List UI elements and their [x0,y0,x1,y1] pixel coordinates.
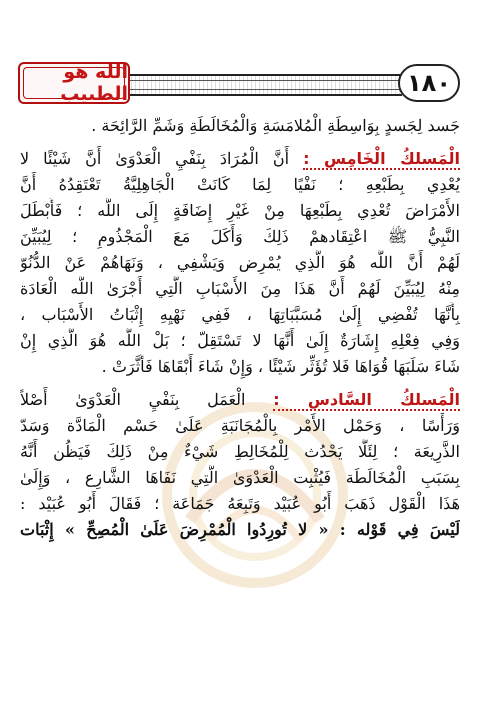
text-line [20,491,460,517]
text-line [20,517,460,543]
page-number-frame [398,64,460,102]
book-title-frame [18,62,130,104]
line-text: وَفِي فِعْلِهِ إِشَارَةٌ إِلَىٰ أَنَّهَا لا تَسْتَقِلّ ؛ بَلْ اللَّه هُوَ الَّذِي إِنْ [20,331,460,350]
text-line [20,439,460,465]
line-text: شَاءَ سَلَبَهَا قُوَاهَا فَلا تُؤَثِّر شَيْئًا ، وَإِنْ شَاءَ أَبْقَاهَا فَأَثَّرَتْ . [101,357,460,376]
line-text: الأَمْرَاضَ تُعْدِي بِطَبْعِهَا مِنْ غَيْرِ إِضَافَةٍ إِلَى اللَّه ؛ فَأَبْطَلَ [20,201,460,220]
text-line [20,198,460,224]
section-heading: الْمَسلكُ السَّادس : [273,390,460,409]
line-text: لَهُمْ أَنَّ اللَّه هُوَ الَّذِي يُمْرِض وَيَشْفِي ، وَنَهَاهُمْ عَنْ الدُّنُوّ [20,253,460,272]
text-line [20,146,460,172]
line-text: جَسد لِجَسدٍ بِوَاسِطَةِ الْمُلامَسَةِ وَالْمُخَالَطَةِ وَشَمِّ الرَّائِحَة . [91,116,460,135]
text-line [20,224,460,250]
line-text: مِنْهُ لِيُبَيِّنَ لَهُمْ أَنَّ هَذَا مِنَ الأَسْبَابِ الَّتِي أَجْرَىٰ اللَّه الْعَادَة [20,279,460,298]
text-line [20,465,460,491]
text-line [20,172,460,198]
text-line [20,250,460,276]
line-text: يُعْدِي بِطَبْعِهِ ؛ نَفْيًا لِمَا كَانَتْ الْجَاهِلِيَّةُ تَعْتَقِدُهُ أَنَّ [20,175,460,194]
line-text: النَّبِيُّ ﷺ اعْتِقَادهمْ ذَلِكَ وَأَكَلَ مَعَ الْمَجْذُومِ ؛ لِيُبَيِّنَ [20,227,460,246]
page-number: ١٨٠ [407,69,451,97]
body-text [20,113,460,543]
text-line [20,413,460,439]
line-text: الْعَمَل بِنَفْيِ الْعَدْوَىٰ أَصْلاً [20,390,246,409]
page-header [18,62,460,108]
book-title: الله هو الطبيب [60,61,128,105]
header-decorative-rule [128,74,402,96]
line-text: لَيْسَ فِي قَوْله : « لا تُورِدُوا الْمُمْرِضَ عَلَىٰ الْمُصِحِّ » إِثْبَات [20,520,460,539]
section-heading: الْمَسلكُ الْخَامِس : [303,149,460,168]
line-text: بِأَنَّهَا تُفْضِي إِلَىٰ مُسَبَّبَاتِهَا ، فَفِي نَهْيِهِ إِثْبَاتُ الأَسْبَاب ، [20,305,460,324]
line-text: وَرَأْسًا ، وَحَمْل الأَمْر بِالْمُجَانَبَةِ عَلَىٰ حَسْم الْمَادَّة وَسَدّ [20,416,460,435]
line-text: هَذَا الْقَوْل ذَهَبَ أَبُو عُبَيْد وَتَبِعَهُ جَمَاعَة ؛ فَقَالَ أَبُو عُبَيْد : [20,494,460,513]
text-line [20,387,460,413]
text-line [20,302,460,328]
line-text: بِسَبَبِ الْمُخَالَطَة فَيُثْبِت الْعَدْوَىٰ الَّتِي نَفَاهَا الشَّارِع ، وَإِلَىٰ [20,468,460,487]
text-line [20,328,460,354]
text-line [20,276,460,302]
line-text: أَنَّ الْمُرَادَ بِنَفْيِ الْعَدْوَىٰ أَنَّ شَيْئًا لا [20,149,290,168]
text-line [20,354,460,380]
line-text: الذَّرِيعَة ؛ لِئَلَّا يَحْدُث لِلْمُخَالِطِ شَيْءٌ مِنْ ذَلِكَ فَيَظُن أَنَّهُ [20,442,460,461]
text-line [20,113,460,139]
